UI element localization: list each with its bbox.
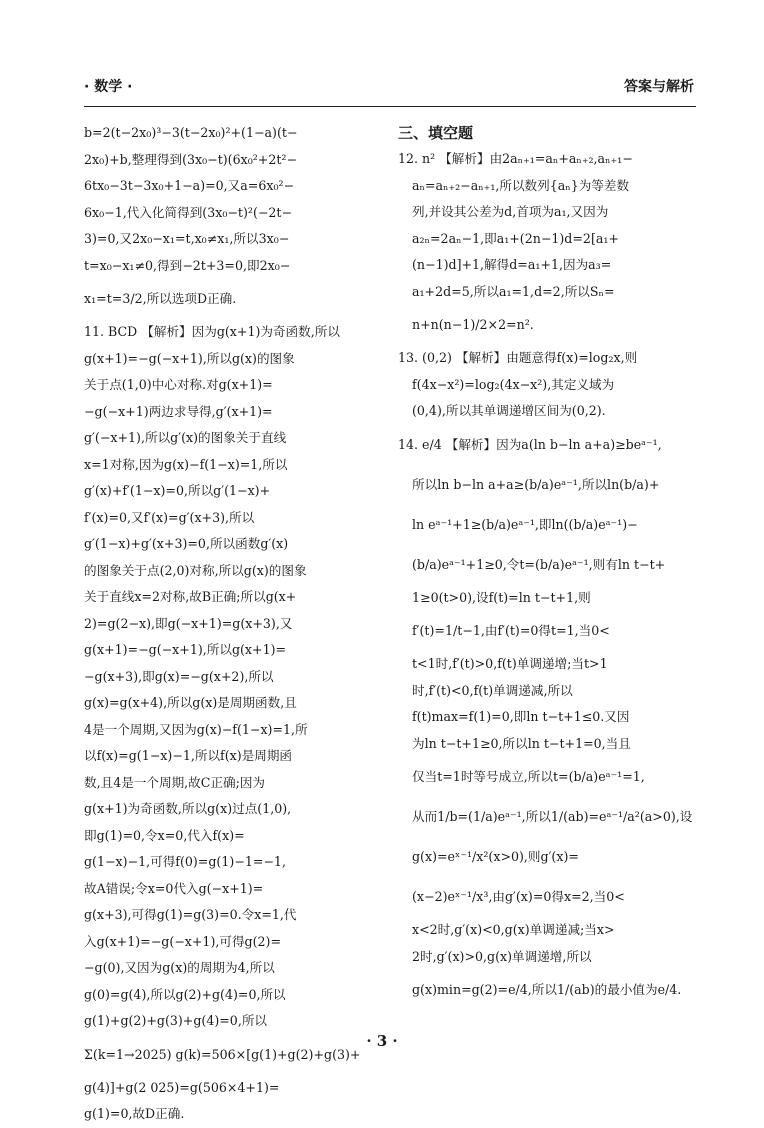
- text-line: g(x)=g(x+4),所以g(x)是周期函数,且: [84, 695, 297, 710]
- text-line: g′(−x+1),所以g′(x)的图象关于直线: [84, 430, 287, 445]
- text-line: 4是一个周期,又因为g(x)−f(1−x)=1,所: [84, 721, 308, 737]
- text-line: (n−1)d]+1,解得d=a₁+1,因为a₃=: [412, 257, 612, 272]
- text-line: 数,且4是一个周期,故C正确;因为: [84, 774, 266, 790]
- text-line: b=2(t−2x₀)³−3(t−2x₀)²+(1−a)(t−: [84, 125, 298, 140]
- text-line: 6x₀−1,代入化简得到(3x₀−t)²(−2t−: [84, 204, 293, 220]
- text-line: t=x₀−x₁≠0,得到−2t+3=0,即2x₀−: [84, 257, 291, 273]
- text-line: f(4x−x²)=log₂(4x−x²),其定义域为: [412, 376, 615, 392]
- text-line: g(x+1)为奇函数,所以g(x)过点(1,0),: [84, 801, 292, 816]
- text-line: f′(t)=1/t−1,由f′(t)=0得t=1,当0<: [412, 623, 610, 638]
- text-line: (b/a)eᵃ⁻¹+1≥0,令t=(b/a)eᵃ⁻¹,则有ln t−t+: [412, 556, 666, 572]
- text-line: 的图象关于点(2,0)对称,所以g(x)的图象: [84, 562, 307, 578]
- text-line: x₁=t=3/2,所以选项D正确.: [84, 291, 237, 306]
- header-section: 答案与解析: [624, 79, 694, 95]
- text-line: g(4)]+g(2 025)=g(506×4+1)=: [84, 1079, 280, 1095]
- right-lines: [398, 146, 694, 1010]
- text-line: 故A错误;令x=0代入g(−x+1)=: [84, 880, 264, 896]
- right-column: [398, 120, 694, 1010]
- text-line: g(x+1)=−g(−x+1),所以g(x+1)=: [84, 642, 287, 657]
- text-line: −g(−x+1)两边求导得,g′(x+1)=: [84, 403, 273, 419]
- text-line: 入g(x+1)=−g(−x+1),可得g(2)=: [84, 933, 282, 949]
- text-line: ln eᵃ⁻¹+1≥(b/a)eᵃ⁻¹,即ln((b/a)eᵃ⁻¹)−: [412, 516, 638, 532]
- text-line: (0,4),所以其单调递增区间为(0,2).: [412, 403, 606, 418]
- text-line: 14. e/4 【解析】因为a(ln b−ln a+a)≥beᵃ⁻¹,: [398, 436, 662, 452]
- text-line: a₁+2d=5,所以a₁=1,d=2,所以Sₙ=: [412, 283, 615, 299]
- text-line: (x−2)eˣ⁻¹/x³,由g′(x)=0得x=2,当0<: [412, 889, 625, 904]
- text-line: 11. BCD 【解析】因为g(x+1)为奇函数,所以: [84, 324, 340, 339]
- text-line: g(1)+g(2)+g(3)+g(4)=0,所以: [84, 1013, 268, 1028]
- text-line: 所以ln b−ln a+a≥(b/a)eᵃ⁻¹,所以ln(b/a)+: [412, 476, 660, 492]
- text-line: 从而1/b=(1/a)eᵃ⁻¹,所以1/(ab)=eᵃ⁻¹/a²(a>0),设: [412, 809, 693, 824]
- text-line: 2)=g(2−x),即g(−x+1)=g(x+3),又: [84, 615, 293, 631]
- text-line: 关于直线x=2对称,故B正确;所以g(x+: [84, 589, 297, 604]
- text-line: f(t)max=f(1)=0,即ln t−t+1≤0.又因: [412, 709, 630, 724]
- text-line: g(x)min=g(2)=e/4,所以1/(ab)的最小值为e/4.: [412, 982, 682, 997]
- header-divider: [84, 106, 696, 107]
- left-column: [84, 120, 366, 1128]
- text-line: g(1)=0,故D正确.: [84, 1106, 185, 1121]
- text-line: 列,并设其公差为d,首项为a₁,又因为: [412, 204, 609, 219]
- text-line: g(1−x)−1,可得f(0)=g(1)−1=−1,: [84, 854, 286, 869]
- text-line: g(x)=eˣ⁻¹/x²(x>0),则g′(x)=: [412, 849, 579, 864]
- text-line: g(x+1)=−g(−x+1),所以g(x)的图象: [84, 350, 295, 366]
- text-line: −g(0),又因为g(x)的周期为4,所以: [84, 960, 275, 975]
- text-line: 仅当t=1时等号成立,所以t=(b/a)eᵃ⁻¹=1,: [412, 769, 645, 784]
- text-line: x=1对称,因为g(x)−f(1−x)=1,所以: [84, 456, 288, 472]
- text-line: 2时,g′(x)>0,g(x)单调递增,所以: [412, 948, 592, 964]
- text-line: g(0)=g(4),所以g(2)+g(4)=0,所以: [84, 986, 286, 1002]
- text-line: 3)=0,又2x₀−x₁=t,x₀≠x₁,所以3x₀−: [84, 231, 290, 246]
- text-line: x<2时,g′(x)<0,g(x)单调递减;当x>: [412, 922, 615, 937]
- text-line: 即g(1)=0,令x=0,代入f(x)=: [84, 827, 245, 843]
- page-number: · 3 ·: [366, 1032, 398, 1050]
- header-subject: · 数学 ·: [84, 79, 133, 95]
- text-line: f′(x)=0,又f′(x)=g′(x+3),所以: [84, 509, 255, 525]
- text-line: g(x+3),可得g(1)=g(3)=0.令x=1,代: [84, 907, 297, 922]
- text-line: aₙ=aₙ₊₂−aₙ₊₁,所以数列{aₙ}为等差数: [412, 177, 630, 193]
- text-line: 时,f′(t)<0,f(t)单调递减,所以: [412, 682, 573, 698]
- text-line: g′(x)+f′(1−x)=0,所以g′(1−x)+: [84, 483, 271, 498]
- text-line: 6tx₀−3t−3x₀+1−a)=0,又a=6x₀²−: [84, 178, 295, 193]
- text-line: g′(1−x)+g′(x+3)=0,所以函数g′(x): [84, 536, 289, 551]
- text-line: 12. n² 【解析】由2aₙ₊₁=aₙ+aₙ₊₂,aₙ₊₁−: [398, 151, 633, 166]
- text-line: 关于点(1,0)中心对称.对g(x+1)=: [84, 377, 273, 392]
- text-line: Σ(k=1→2025) g(k)=506×[g(1)+g(2)+g(3)+: [84, 1046, 361, 1062]
- text-line: 以f(x)=g(1−x)−1,所以f(x)是周期函: [84, 748, 293, 763]
- text-line: −g(x+3),即g(x)=−g(x+2),所以: [84, 668, 274, 684]
- text-line: 1≥0(t>0),设f(t)=ln t−t+1,则: [412, 589, 591, 605]
- text-line: 2x₀)+b,整理得到(3x₀−t)(6x₀²+2t²−: [84, 151, 298, 167]
- text-line: n+n(n−1)/2×2=n².: [412, 317, 534, 332]
- text-line: t<1时,f′(t)>0,f(t)单调递增;当t>1: [412, 656, 608, 671]
- text-line: 13. (0,2) 【解析】由题意得f(x)=log₂x,则: [398, 350, 638, 365]
- text-line: 为ln t−t+1≥0,所以ln t−t+1=0,当且: [412, 735, 631, 751]
- section-title-fill-in: 三、填空题: [398, 124, 474, 142]
- text-line: a₂ₙ=2aₙ−1,即a₁+(2n−1)d=2[a₁+: [412, 230, 619, 246]
